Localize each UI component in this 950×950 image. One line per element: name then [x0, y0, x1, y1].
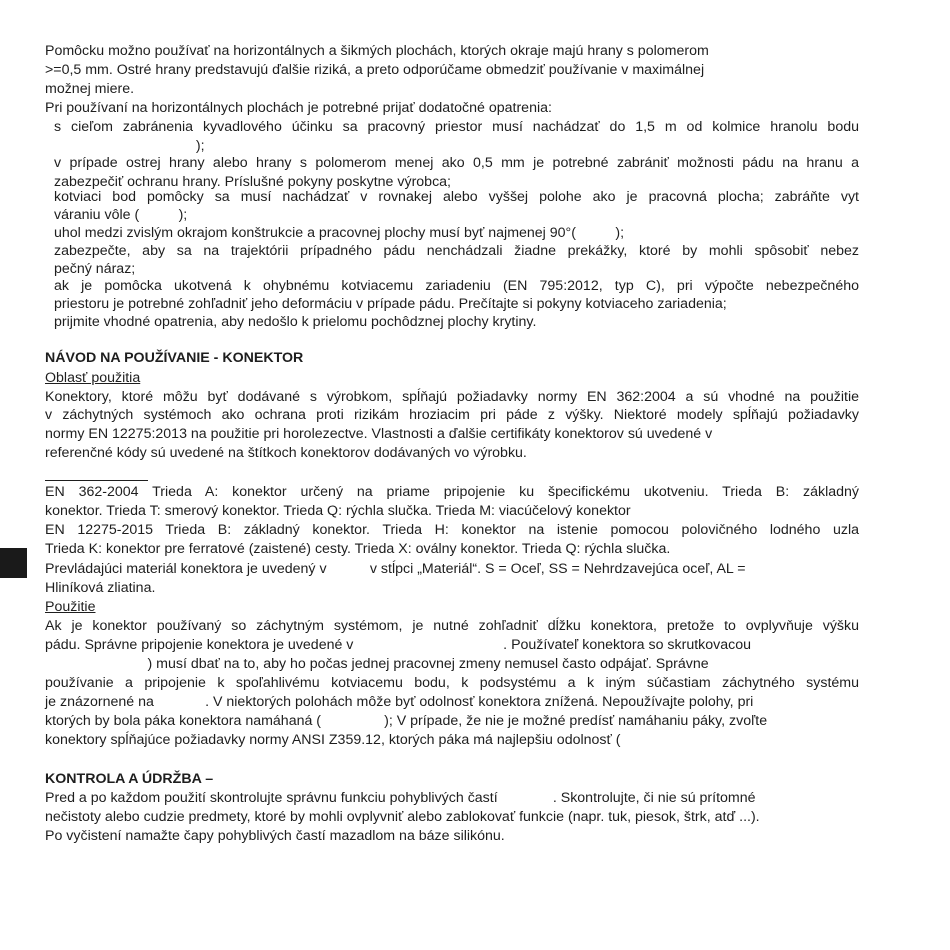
- footnote-rule: [45, 480, 148, 481]
- text-line: Po vyčistení namažte čapy pohyblivých častí mazadlom na báze silikónu.: [45, 828, 505, 844]
- text-line: konektor. Trieda T: smerový konektor. Trieda Q: rýchla slučka. Trieda M: viacúčelový konektor: [45, 503, 631, 519]
- text-line: EN 12275-2015 Trieda B: základný konektor. Trieda H: konektor na istenie pomocou polovičného lodného uzla: [45, 522, 859, 538]
- page-edge-tab: [0, 548, 27, 578]
- text-line: zabezpečiť ochranu hrany. Príslušné pokyny poskytne výrobca;: [54, 174, 451, 190]
- text-line: Hliníková zliatina.: [45, 580, 156, 596]
- text-line: uhol medzi zvislým okrajom konštrukcie a pracovnej plochy musí byť najmenej 90°( );: [54, 225, 625, 241]
- text-line: konektory spĺňajúce požiadavky normy ANSI Z359.12, ktorých páka má najlepšiu odolnosť (: [45, 732, 621, 748]
- text-line: s cieľom zabránenia kyvadlového účinku sa pracovný priestor musí nachádzať do 1,5 m od kolmice hranolu bodu: [54, 119, 859, 135]
- text-line: nečistoty alebo cudzie predmety, ktoré by mohli ovplyvniť alebo zablokovať funkcie (napr. tuk, piesok, štrk, atď ...).: [45, 809, 760, 825]
- text-line: používanie a pripojenie k spoľahlivému kotviacemu bodu, k podsystému a k iným súčastiam záchytného systému: [45, 675, 859, 691]
- subsection-heading: Oblasť použitia: [45, 370, 141, 386]
- section-heading: NÁVOD NA POUŽÍVANIE - KONEKTOR: [45, 350, 304, 366]
- text-line: prijmite vhodné opatrenia, aby nedošlo k prielomu pochôdznej plochy krytiny.: [54, 314, 537, 330]
- text-line: ) musí dbať na to, aby ho počas jednej pracovnej zmeny nemusel často odpájať. Správne: [45, 656, 709, 672]
- text-line: ktorých by bola páka konektora namáhaná ( ); V prípade, že nie je možné predísť namáhaniu páky, zvoľte: [45, 713, 768, 729]
- text-line: >=0,5 mm. Ostré hrany predstavujú ďalšie riziká, a preto odporúčame obmedziť používanie v maximálnej: [45, 62, 705, 78]
- text-line: );: [54, 138, 205, 154]
- text-line: Ak je konektor používaný so záchytným systémom, je nutné zohľadniť dĺžku konektora, pretože to ovplyvňuje výšku: [45, 618, 859, 634]
- text-line: EN 362-2004 Trieda A: konektor určený na priame pripojenie ku špecifickému ukotveniu. Trieda B: základný: [45, 484, 859, 500]
- text-line: Pri používaní na horizontálnych plochách je potrebné prijať dodatočné opatrenia:: [45, 100, 552, 116]
- text-line: je znázornené na . V niektorých polohách môže byť odolnosť konektora znížená. Nepoužívajte polohy, pri: [45, 694, 754, 710]
- text-line: Trieda K: konektor pre ferratové (zaistené) cesty. Trieda X: oválny konektor. Trieda Q: rýchla slučka.: [45, 541, 671, 557]
- text-line: pádu. Správne pripojenie konektora je uvedené v . Používateľ konektora so skrutkovacou: [45, 637, 752, 653]
- text-line: ak je pomôcka ukotvená k ohybnému kotviacemu zariadeniu (EN 795:2012, typ C), pri výpočte nebezpečného: [54, 278, 859, 294]
- subsection-heading: Použitie: [45, 599, 96, 615]
- text-line: pečný náraz;: [54, 261, 136, 277]
- text-line: možnej miere.: [45, 81, 135, 97]
- text-line: kotviaci bod pomôcky sa musí nachádzať v rovnakej alebo vyššej polohe ako je pracovná plocha; zabráňte vyt: [54, 189, 859, 205]
- text-line: zabezpečte, aby sa na trajektórii prípadného pádu nenchádzali žiadne prekážky, ktoré by mohli spôsobiť nebez: [54, 243, 859, 259]
- text-line: normy EN 12275:2013 na použitie pri horolezectve. Vlastnosti a ďalšie certifikáty konektorov sú uvedené v: [45, 426, 713, 442]
- text-line: Pomôcku možno používať na horizontálnych a šikmých plochách, ktorých okraje majú hrany s polomerom: [45, 43, 709, 59]
- text-line: priestoru je potrebné zohľadniť jeho deformáciu v prípade pádu. Prečítajte si pokyny kotviaceho zariadenia;: [54, 296, 727, 312]
- text-line: v prípade ostrej hrany alebo hrany s polomerom menej ako 0,5 mm je potrebné zabrániť možnosti pádu na hranu a: [54, 155, 859, 171]
- text-line: referenčné kódy sú uvedené na štítkoch konektorov dodávaných vo výrobku.: [45, 445, 527, 461]
- section-heading: KONTROLA A ÚDRŽBA –: [45, 771, 214, 787]
- text-line: Pred a po každom použití skontrolujte správnu funkciu pohyblivých častí . Skontrolujte, či nie sú prítomné: [45, 790, 756, 806]
- text-line: váraniu vôle ( );: [54, 207, 188, 223]
- text-line: v záchytných systémoch ako ochrana proti rizikám hroziacim pri páde z výšky. Niektoré modely spĺňajú požiadavky: [45, 407, 859, 423]
- text-line: Prevládajúci materiál konektora je uvedený v v stĺpci „Materiál“. S = Oceľ, SS = Nehrdzavejúca oceľ, AL =: [45, 561, 746, 577]
- text-line: Konektory, ktoré môžu byť dodávané s výrobkom, spĺňajú požiadavky normy EN 362:2004 a sú vhodné na použitie: [45, 389, 859, 405]
